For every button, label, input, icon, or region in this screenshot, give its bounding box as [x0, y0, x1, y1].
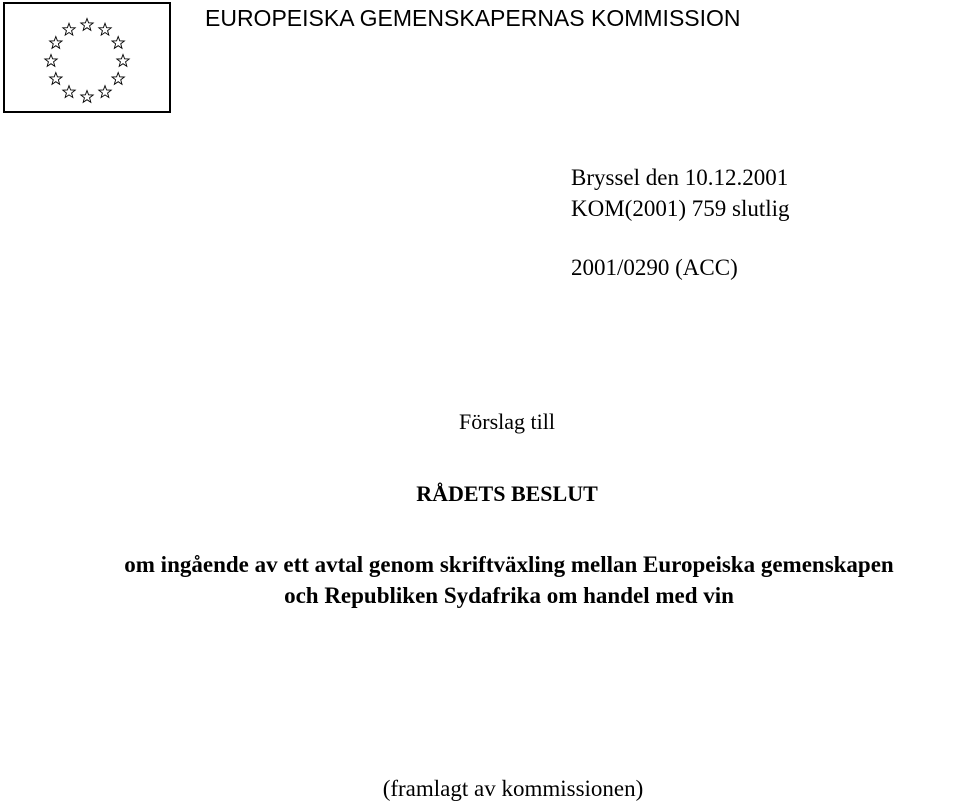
flag-star	[63, 23, 75, 35]
flag-star	[117, 55, 129, 67]
flag-star	[81, 91, 93, 103]
flag-star	[99, 23, 111, 35]
flag-star	[50, 73, 62, 85]
procedure-number: 2001/0290 (ACC)	[571, 255, 738, 280]
flag-star	[112, 37, 124, 49]
document-number: KOM(2001) 759 slutlig	[571, 196, 790, 221]
subject-line-1: om ingående av ett avtal genom skriftväxling mellan Europeiska gemenskapen	[124, 552, 894, 577]
place-date: Bryssel den 10.12.2001	[571, 165, 789, 190]
flag-star	[112, 73, 124, 85]
flag-star	[81, 19, 93, 31]
flag-star	[63, 86, 75, 98]
flag-star	[99, 86, 111, 98]
institution-title: EUROPEISKA GEMENSKAPERNAS KOMMISSION	[205, 5, 741, 31]
proposal-intro: Förslag till	[459, 409, 555, 434]
decision-title: RÅDETS BESLUT	[416, 481, 598, 506]
eu-flag-logo	[3, 2, 171, 113]
flag-star	[45, 55, 57, 67]
decision-subject	[29, 549, 960, 611]
subject-line-2: och Republiken Sydafrika om handel med vin	[284, 583, 734, 608]
flag-star	[50, 37, 62, 49]
submitted-by: (framlagt av kommissionen)	[382, 776, 644, 801]
eu-flag-stars-icon	[5, 4, 169, 111]
